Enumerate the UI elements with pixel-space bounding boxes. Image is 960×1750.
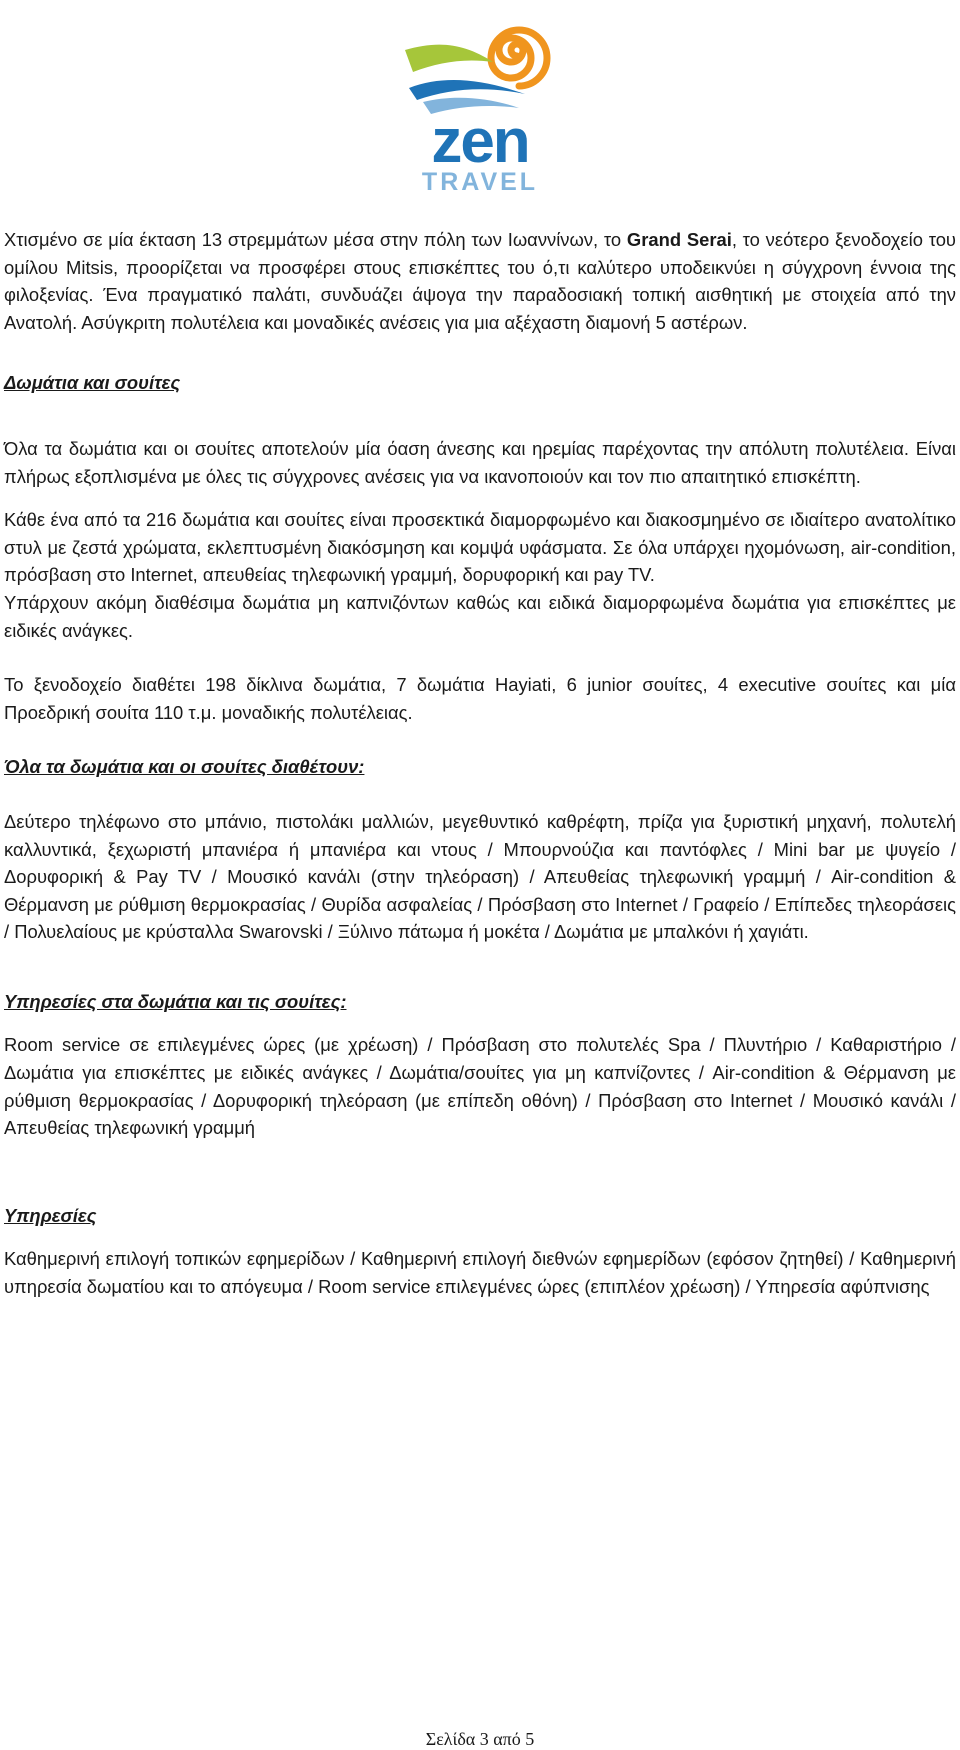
zen-travel-logo (395, 10, 565, 200)
logo-graphic (395, 10, 565, 200)
intro-text-2: , το νεότερο ξενοδοχείο του ομίλου Mitsis, προορίζεται να προσφέρει στους επισκέπτες του ό,τι καλύτερο υποδεικνύει η σύγχρονη έννοια της φιλοξενίας. Ένα πραγματικό παλάτι, συνδυάζει άψογα την παραδοσιακή τοπική αισθητική με στοιχεία από την Ανατολή. Ασύγκριτη πολυτέλεια και μοναδικές ανέσεις για μια αξέχαστη διαμονή 5 αστέρων. (4, 229, 956, 333)
amenities-list: Δεύτερο τηλέφωνο στο μπάνιο, πιστολάκι μαλλιών, μεγεθυντικό καθρέφτη, πρίζα για ξυριστική μηχανή, πολυτελή καλλυντικά, ξεχωριστή μπανιέρα ή μπανιέρα και ντους / Μπουρνούζια και παντόφλες / Mini bar με ψυγείο / Δορυφορική & Pay TV / Μουσικό κανάλι (στην τηλεόραση) / Απευθείας τηλεφωνική γραμμή / Air-condition & Θέρμανση με ρύθμιση θερμοκρασίας / Θυρίδα ασφαλείας / Πρόσβαση στο Internet / Γραφείο / Επίπεδες τηλεοράσεις / Πολυελαίους με κρύσταλλα Swarovski / Ξύλινο πάτωμα ή μοκέτα / Δωμάτια με μπαλκόνι ή χαγιάτι. (4, 810, 956, 943)
logo-wordmark: zen (431, 107, 529, 176)
intro-paragraph (4, 226, 956, 336)
rooms-heading: Δωμάτια και σουίτες (4, 372, 181, 394)
rooms-paragraph-3: Υπάρχουν ακόμη διαθέσιμα δωμάτια μη καπνιζόντων καθώς και ειδικά διαμορφωμένα δωμάτια για επισκέπτες με ειδικές ανάγκες. (4, 591, 956, 641)
logo-green-swoosh (405, 45, 493, 72)
logo-subtitle: TRAVEL (421, 168, 539, 196)
hotel-name: Grand Serai (626, 229, 732, 250)
services-heading: Υπηρεσίες (4, 1204, 97, 1226)
room-services-heading: Υπηρεσίες στα δωμάτια και τις σουίτες: (4, 990, 347, 1012)
room-services-list: Room service σε επιλεγμένες ώρες (με χρέωση) / Πρόσβαση στο πολυτελές Spa / Πλυντήριο / Καθαριστήριο / Δωμάτια για επισκέπτες με ειδικές ανάγκες / Δωμάτια/σουίτες για μη καπνίζοντες / Air-condition & Θέρμανση με ρύθμιση θερμοκρασίας / Δορυφορική τηλεόραση (με επίπεδη οθόνη) / Πρόσβαση στο Internet / Μουσικό κανάλι / Απευθείας τηλεφωνική γραμμή (4, 1034, 956, 1139)
rooms-paragraph-1: Όλα τα δωμάτια και οι σουίτες αποτελούν μία όαση άνεσης και ηρεμίας παρέχοντας την απόλυτη πολυτέλεια. Είναι πλήρως εξοπλισμένα με όλες τις σύγχρονες ανέσεις για να ικανοποιούν και τον πιο απαιτητικό επισκέπτη. (4, 437, 956, 487)
page-footer: Σελίδα 3 από 5 (425, 1729, 535, 1749)
intro-text-1: Χτισμένο σε μία έκταση 13 στρεμμάτων μέσα στην πόλη των Ιωαννίνων, το (4, 229, 627, 250)
document-body (4, 226, 956, 1301)
rooms-paragraph-2: Κάθε ένα από τα 216 δωμάτια και σουίτες είναι προσεκτικά διαμορφωμένο και διακοσμημένο σε ιδιαίτερο ανατολίτικο στυλ με ζεστά χρώματα, εκλεπτυσμένη διακόσμηση και κομψά υφάσματα. Σε όλα υπάρχει ηχομόνωση, air-condition, πρόσβαση στο Internet, απευθείας τηλεφωνική γραμμή, δορυφορική και pay TV. (4, 509, 956, 586)
services-list: Καθημερινή επιλογή τοπικών εφημερίδων / Καθημερινή επιλογή διεθνών εφημερίδων (εφόσον ζητηθεί) / Καθημερινή υπηρεσία δωματίου και το απόγευμα / Room service επιλεγμένες ώρες (επιπλέον χρέωση) / Υπηρεσία αφύπνισης (4, 1248, 956, 1298)
logo-spiral (491, 30, 547, 86)
amenities-heading: Όλα τα δωμάτια και οι σουίτες διαθέτουν: (4, 756, 365, 778)
rooms-paragraph-4: Το ξενοδοχείο διαθέτει 198 δίκλινα δωμάτια, 7 δωμάτια Hayiati, 6 junior σουίτες, 4 executive σουίτες και μία Προεδρική σουίτα 110 τ.μ. μοναδικής πολυτέλειας. (4, 674, 956, 723)
logo-blue-wave-1 (409, 80, 525, 100)
